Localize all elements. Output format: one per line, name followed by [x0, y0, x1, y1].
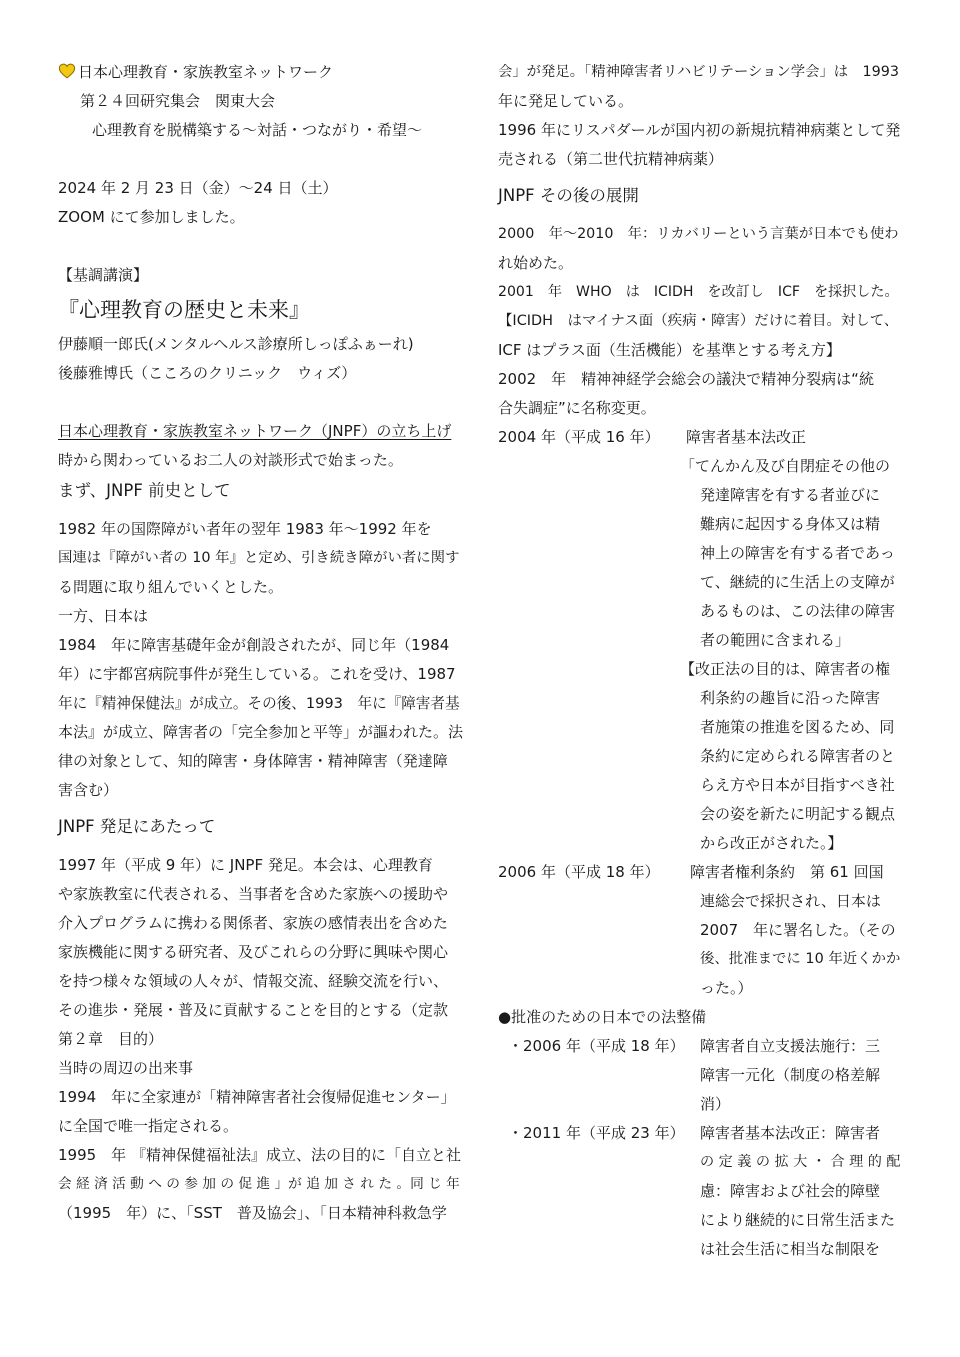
paragraph-line: 介入プログラムに携わる関係者、家族の感情表出を含めた [58, 914, 448, 932]
paragraph-line: 家族機能に関する研究者、及びこれらの分野に興味や関心 [58, 943, 449, 961]
paragraph-line: 年に発足している。 [498, 92, 634, 110]
ratify-line: は社会生活に相当な制限を [700, 1240, 881, 1258]
intro-underlined: 日本心理教育・家族教室ネットワーク（JNPF）の立ち上げ [58, 422, 452, 440]
paragraph-line: 第２章 目的） [58, 1030, 164, 1048]
paragraph-line: 【ICIDH はマイナス面（疾病・障害）だけに着目。対して、 [498, 313, 899, 329]
quote-line: 難病に起因する身体又は精 [700, 515, 881, 533]
paragraph-line: 1995 年 『精神保健福祉法』成立、法の目的に「自立と社 [58, 1146, 461, 1164]
paragraph-line: を持つ様々な領域の人々が、情報交流、経験交流を行い、 [58, 972, 449, 990]
paragraph-line: 年）に宇都宮病院事件が発生している。これを受け、1987 [58, 665, 456, 683]
attendance-note: ZOOM にて参加しました。 [58, 208, 245, 226]
paragraph-line: 会」が発足。「精神障害者リハビリテーション学会」は 1993 [498, 64, 899, 80]
paragraph-line: れ始めた。 [498, 254, 574, 272]
timeline-2006 [498, 858, 903, 887]
quote-line: 神上の障害を有する者であっ [700, 544, 895, 562]
purpose-line: 利条約の趣旨に沿った障害 [700, 689, 881, 707]
speaker-2: 後藤雅博氏（こころのクリニック ウィズ） [58, 364, 357, 382]
heart-icon [58, 63, 76, 79]
paragraph-line: 当時の周辺の出来事 [58, 1059, 194, 1077]
ratify-2006-body [498, 1061, 903, 1119]
paragraph-line: 1982 年の国際障がい者年の翌年 1983 年～1992 年を [58, 520, 432, 538]
keynote-label: 【基調講演】 [58, 266, 149, 284]
paragraph-line: 会 経 済 活 動 へ の 参 加 の 促 進 」が 追 加 さ れ た 。同 じ 年 [58, 1176, 460, 1192]
paragraph-line: ICF はプラス面（生活機能）を基準とする考え方】 [498, 341, 841, 359]
paragraph-line: （1995 年）に、「SST 普及協会」、「日本精神科救急学 [58, 1204, 447, 1222]
purpose-line: 条約に定められる障害者のと [700, 747, 896, 765]
purpose-line: から改正がされた。】 [700, 834, 843, 852]
paragraph-line: 2000 年～2010 年：リカバリーという言葉が日本でも使わ [498, 226, 899, 242]
ratify-line: の 定 義 の 拡 大 ・ 合 理 的 配 [700, 1154, 901, 1170]
quote-2004 [498, 452, 903, 481]
year-label-2004: 2004 年（平成 16 年） [498, 428, 660, 446]
quote-line: 者の範囲に含まれる」 [700, 631, 851, 649]
paragraph-line: 害含む） [58, 781, 119, 799]
paragraph-line: 律の対象として、知的障害・身体障害・精神障害（発達障 [58, 752, 448, 770]
purpose-2004 [498, 655, 903, 684]
treaty-line: った。） [700, 979, 753, 997]
quote-line: 「てんかん及び自閉症その他の [680, 457, 891, 475]
intro-line: 時から関わっているお二人の対談形式で始まった。 [58, 451, 403, 469]
quote-line: て、継続的に生活上の支障が [700, 573, 895, 591]
timeline-2004 [498, 423, 903, 452]
meeting-title: 第２４回研究集会 関東大会 [80, 92, 276, 110]
law-title-2004: 障害者基本法改正 [686, 428, 807, 446]
keynote-title: 『心理教育の歴史と未来』 [58, 298, 310, 322]
purpose-2004-body [498, 684, 903, 858]
ratification-heading: ●批准のための日本での法整備 [498, 1008, 707, 1026]
intro-line [58, 417, 464, 446]
purpose-line: 者施策の推進を図るため、同 [700, 718, 895, 736]
quote-2004-body [498, 481, 903, 655]
paragraph-line: や家族教室に代表される、当事者を含めた家族への援助や [58, 885, 449, 903]
paragraph-line: 1996 年にリスパダールが国内初の新規抗精神病薬として発 [498, 121, 901, 139]
org-line [58, 58, 464, 87]
paragraph-line: その進歩・発展・普及に貢献することを目的とする（定款 [58, 1001, 449, 1019]
purpose-line: 会の姿を新たに明記する観点 [700, 805, 896, 823]
paragraph-line: 2001 年 WHO は ICIDH を改訂し ICF を採択した。 [498, 284, 899, 300]
ratify-line: 障害者自立支援法施行：三 [700, 1037, 881, 1055]
ratify-line: により継続的に日常生活また [700, 1211, 896, 1229]
ratify-line: 慮：障害および社会的障壁 [700, 1182, 881, 1200]
paragraph-line: 1997 年（平成 9 年）に JNPF 発足。本会は、心理教育 [58, 856, 433, 874]
paragraph-line: 一方、日本は [58, 607, 149, 625]
paragraph-line: 1984 年に障害基礎年金が創設されたが、同じ年（1984 [58, 636, 450, 654]
purpose-line: 【改正法の目的は、障害者の権 [680, 660, 891, 678]
ratify-line: 障害者基本法改正：障害者 [700, 1124, 881, 1142]
meeting-date: 2024 年 2 月 23 日（金）～24 日（土） [58, 179, 338, 197]
meeting-theme: 心理教育を脱構築する～対話・つながり・希望～ [92, 121, 423, 139]
founding-heading: JNPF 発足にあたって [58, 817, 216, 836]
prehistory-heading: まず、JNPF 前史として [58, 481, 231, 500]
quote-line: 発達障害を有する者並びに [700, 486, 881, 504]
year-label-2006: 2006 年（平成 18 年） [498, 863, 660, 881]
treaty-line: 2007 年に署名した。（その [700, 921, 896, 939]
left-column [58, 58, 464, 1228]
ratify-2006 [498, 1032, 903, 1061]
paragraph-line: 年に『精神保健法』が成立。その後、1993 年に『障害者基 [58, 695, 460, 712]
treaty-line: 連総会で採択され、日本は [700, 892, 881, 910]
paragraph-line: 国連は『障がい者の 10 年』と定め、引き続き障がい者に関す [58, 550, 460, 566]
purpose-line: らえ方や日本が目指すべき社 [700, 776, 895, 794]
paragraph-line: る問題に取り組んでいくとした。 [58, 578, 284, 596]
treaty-line: 障害者権利条約 第 61 回国 [690, 863, 884, 881]
paragraph-line: 1994 年に全家連が「精神障害者社会復帰促進センター」 [58, 1088, 456, 1106]
paragraph-line: に全国で唯一指定される。 [58, 1117, 239, 1135]
year-label-r2011: ・2011 年（平成 23 年） [508, 1124, 685, 1142]
paragraph-line: 本法』が成立、障害者の「完全参加と平等」が謳われた。法 [58, 723, 464, 741]
speaker-1: 伊藤順一郎氏(メンタルヘルス診療所しっぽふぁーれ) [58, 335, 414, 353]
paragraph-line: 売される（第二世代抗精神病薬） [498, 150, 724, 168]
ratify-2011-body [498, 1148, 903, 1264]
right-column [498, 58, 903, 1264]
later-heading: JNPF その後の展開 [498, 186, 639, 205]
ratify-2011 [498, 1119, 903, 1148]
org-name: 日本心理教育・家族教室ネットワーク [78, 63, 334, 81]
treaty-body [498, 887, 903, 1003]
quote-line: あるものは、この法律の障害 [700, 602, 896, 620]
year-label-r2006: ・2006 年（平成 18 年） [508, 1037, 685, 1055]
paragraph-line: 2002 年 精神神経学会総会の議決で精神分裂病は“統 [498, 370, 874, 388]
ratify-line: 消） [700, 1095, 731, 1113]
ratify-line: 障害一元化（制度の格差解 [700, 1066, 881, 1084]
treaty-line: 後、批准までに 10 年近くかか [700, 951, 901, 967]
paragraph-line: 合失調症”に名称変更。 [498, 399, 656, 417]
